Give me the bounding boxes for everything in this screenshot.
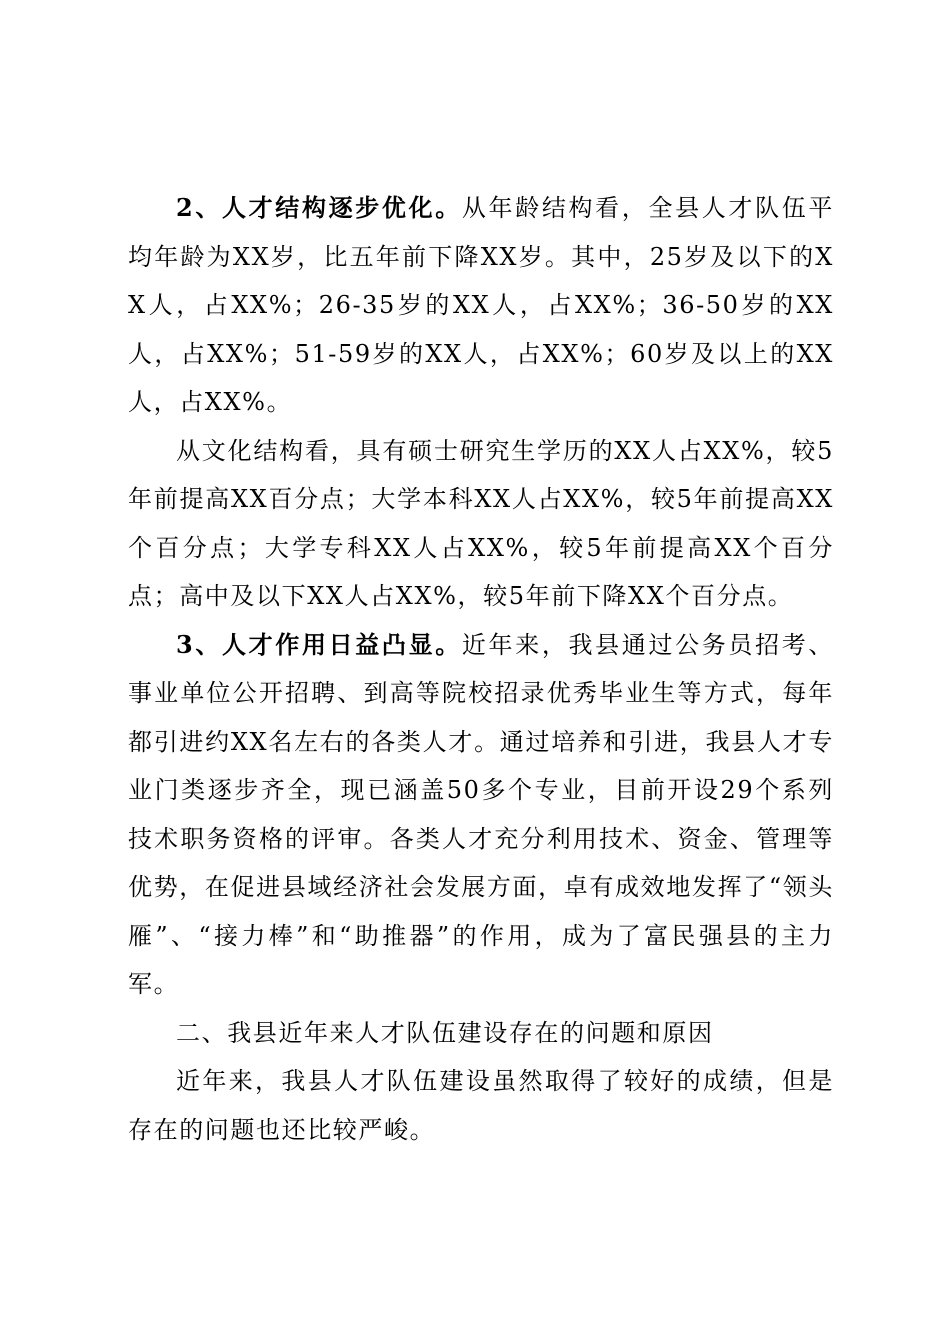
paragraph-heading: 3、人才作用日益凸显。	[176, 629, 462, 659]
paragraph-talent-role	[128, 621, 834, 1009]
section-heading-text: 二、我县近年来人才队伍建设存在的问题和原因	[176, 1018, 714, 1047]
section-heading-problems	[128, 1009, 834, 1058]
paragraph-problems-intro	[128, 1057, 834, 1154]
paragraph-text: 近年来，我县通过公务员招考、事业单位公开招聘、到高等院校招录优秀毕业生等方式，每年都引进约XX名左右的各类人才。通过培养和引进，我县人才专业门类逐步齐全，现已涵盖50多个专业，目前开设29个系列技术职务资格的评审。各类人才充分利用技术、资金、管理等优势，在促进县域经济社会发展方面，卓有成效地发挥了“领头雁”、“接力棒”和“助推器”的作用，成为了富民强县的主力军。	[128, 630, 834, 998]
paragraph-text: 从文化结构看，具有硕士研究生学历的XX人占XX%，较5年前提高XX百分点；大学本科XX人占XX%，较5年前提高XX个百分点；大学专科XX人占XX%，较5年前提高XX个百分点；高中及以下XX人占XX%，较5年前下降XX个百分点。	[128, 436, 834, 610]
paragraph-talent-structure	[128, 184, 834, 427]
paragraph-text: 近年来，我县人才队伍建设虽然取得了较好的成绩，但是存在的问题也还比较严峻。	[128, 1067, 834, 1144]
document-body	[128, 184, 834, 1154]
paragraph-education-structure	[128, 427, 834, 621]
paragraph-text: 从年龄结构看，全县人才队伍平均年龄为XX岁，比五年前下降XX岁。其中，25岁及以下的XX人，占XX%；26-35岁的XX人，占XX%；36-50岁的XX人，占XX%；51-59岁的XX人，占XX%；60岁及以上的XX人，占XX%。	[128, 194, 834, 416]
paragraph-heading: 2、人才结构逐步优化。	[176, 193, 462, 222]
